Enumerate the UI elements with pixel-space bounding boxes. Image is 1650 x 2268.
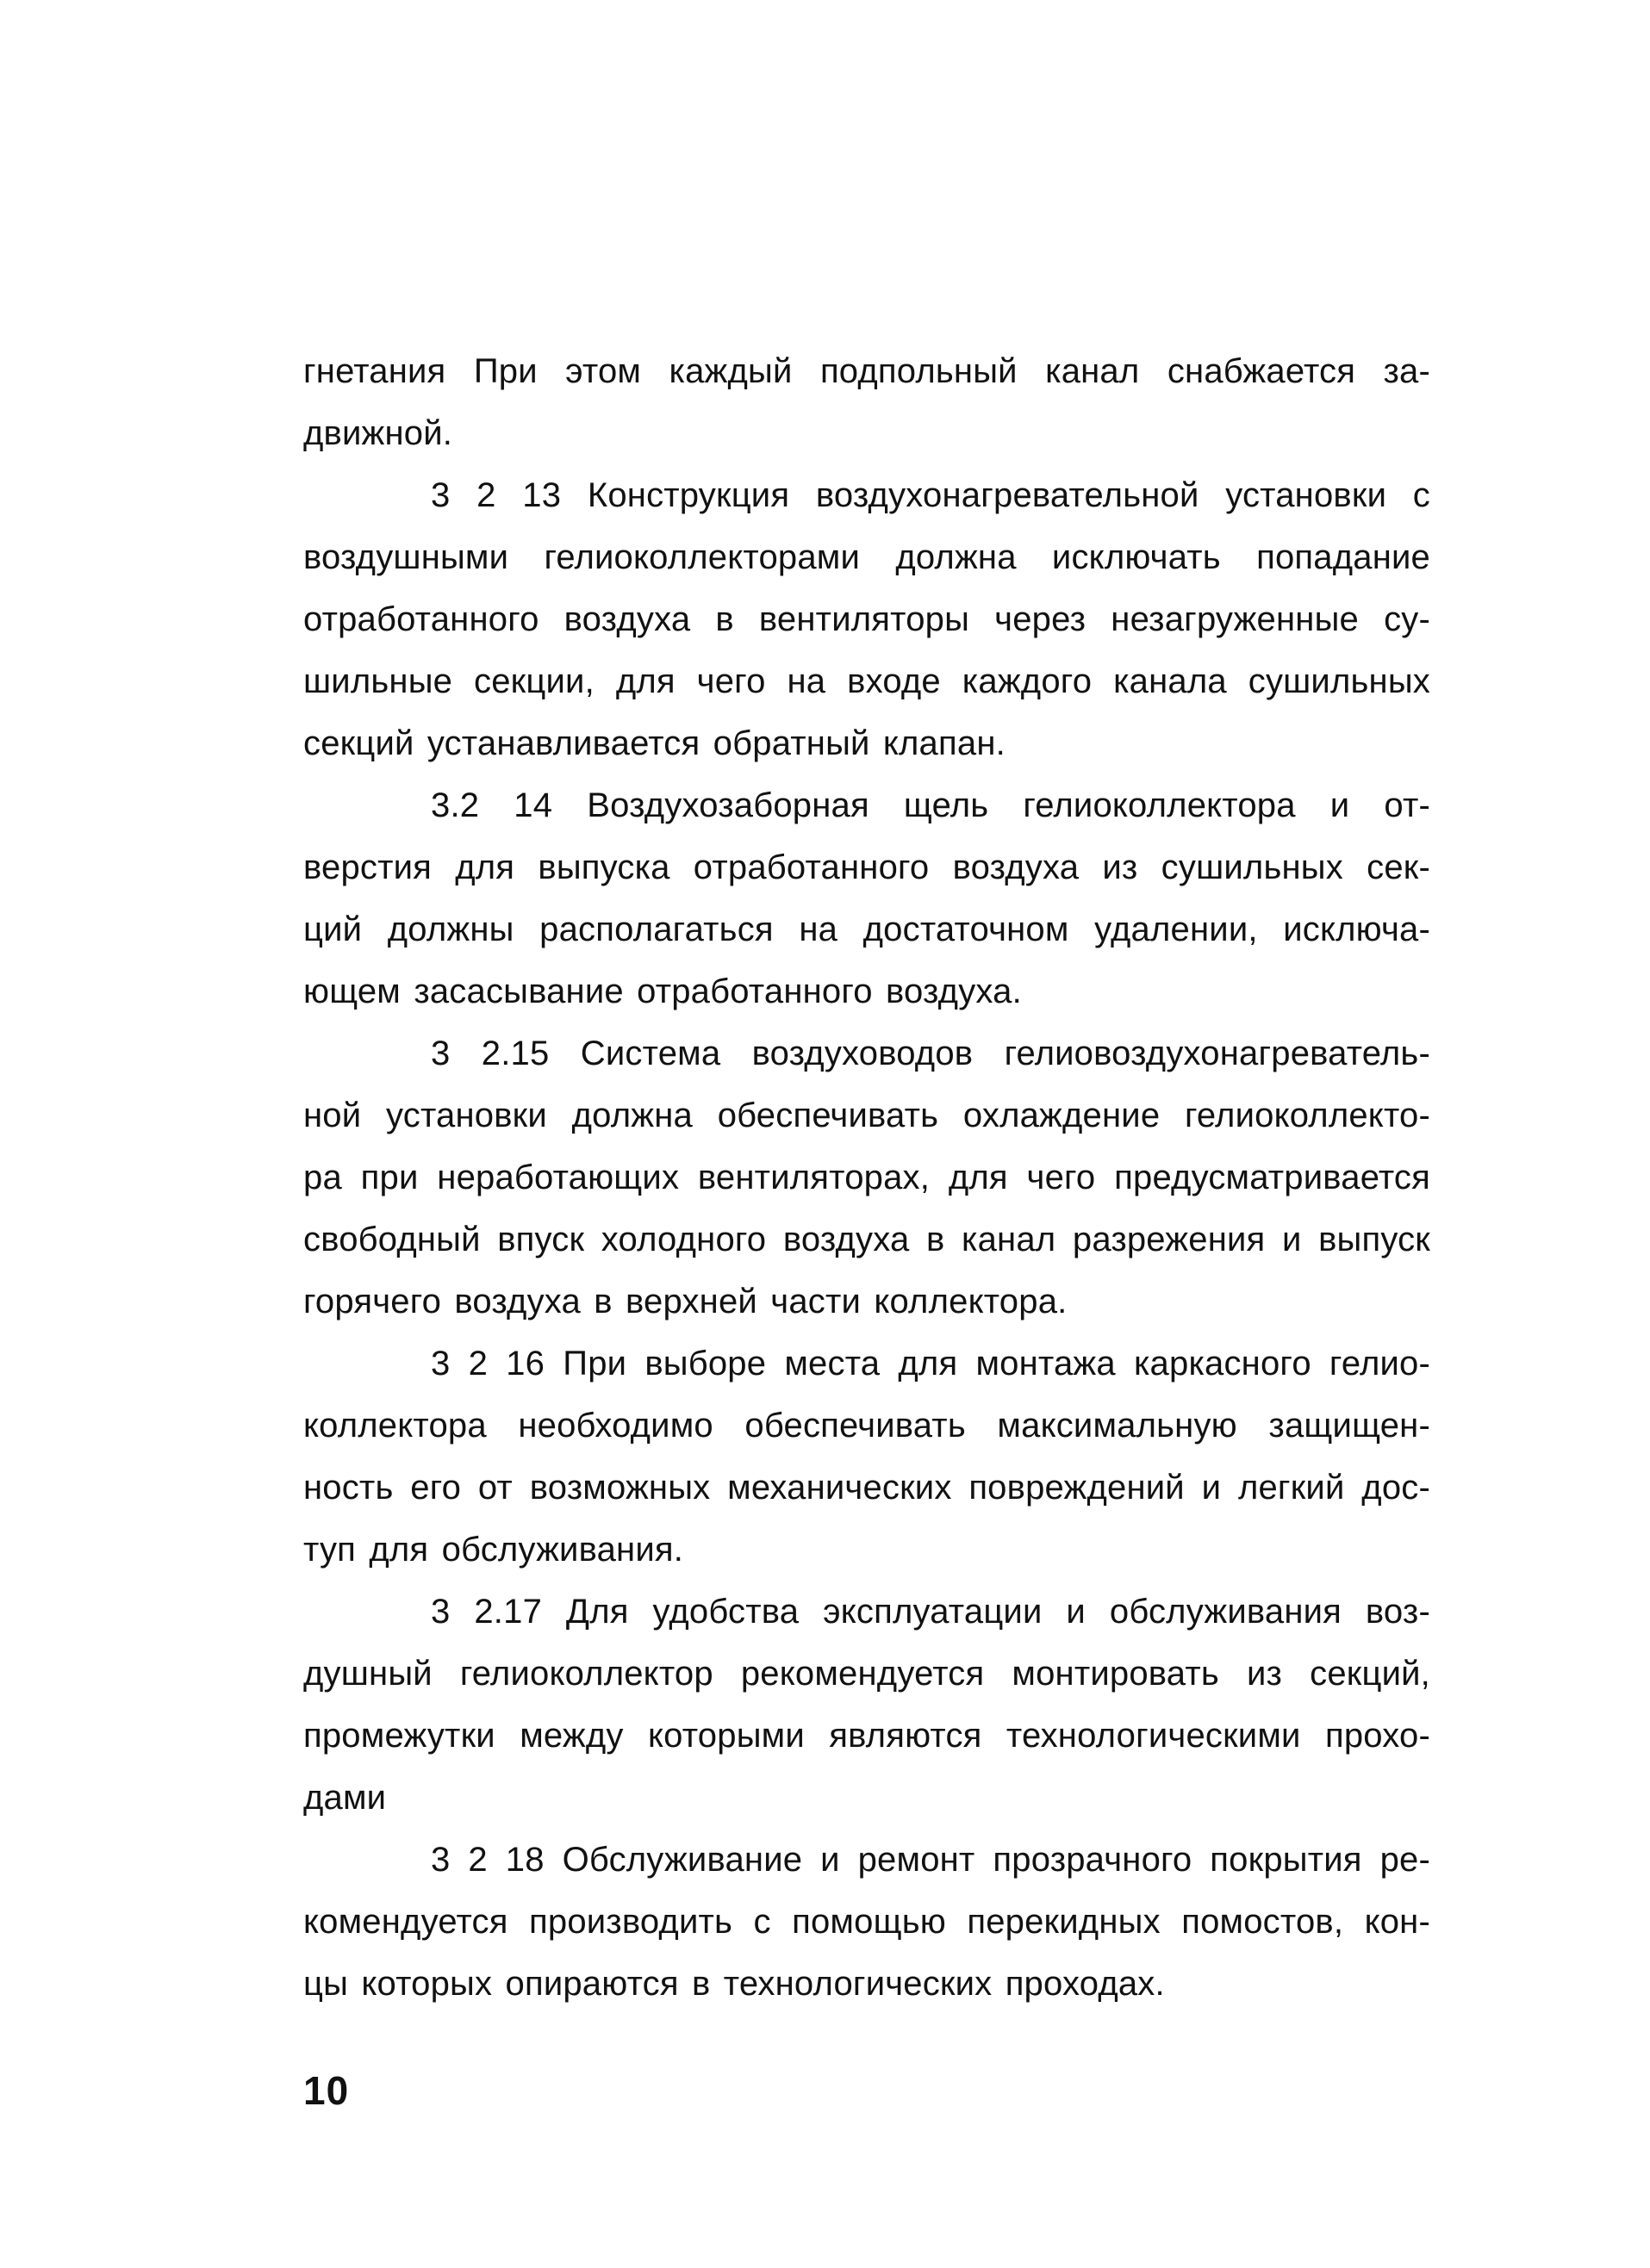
text-line: верстия для выпуска отработанного воздуха из сушильных сек- — [303, 848, 1430, 886]
page-number: 10 — [303, 2068, 350, 2113]
paragraph-first-line: 3.2 14 Воздухозаборная щель гелиоколлектора и от- — [431, 786, 1430, 824]
text-line: промежутки между которыми являются технологическими прохо- — [303, 1717, 1430, 1755]
text-line: ной установки должна обеспечивать охлаждение гелиоколлекто- — [303, 1097, 1430, 1134]
text-line: воздушными гелиоколлекторами должна исключать попадание — [303, 538, 1430, 576]
body-text — [303, 340, 1430, 2015]
paragraph-first-line: 3 2 16 При выборе места для монтажа каркасного гелио- — [431, 1345, 1430, 1383]
text-line: шильные секции, для чего на входе каждого канала сушильных — [303, 662, 1430, 700]
paragraph-first-line: 3 2 18 Обслуживание и ремонт прозрачного покрытия ре- — [431, 1841, 1430, 1879]
text-line: ра при неработающих вентиляторах, для чего предусматривается — [303, 1159, 1430, 1196]
text-line: коллектора необходимо обеспечивать максимальную защищен- — [303, 1407, 1430, 1445]
text-line: свободный впуск холодного воздуха в канал разрежения и выпуск — [303, 1221, 1430, 1258]
text-line: горячего воздуха в верхней части коллектора. — [303, 1283, 1068, 1320]
paragraph-first-line: 3 2.15 Система воздуховодов гелиовоздухонагреватель- — [431, 1035, 1430, 1072]
text-line: туп для обслуживания. — [303, 1531, 684, 1569]
text-line: отработанного воздуха в вентиляторы через незагруженные су- — [303, 600, 1430, 638]
text-line: секций устанавливается обратный клапан. — [303, 724, 1006, 762]
text-line: ющем засасывание отработанного воздуха. — [303, 972, 1022, 1010]
paragraph-first-line: 3 2.17 Для удобства эксплуатации и обслуживания воз- — [431, 1593, 1430, 1631]
text-line: движной. — [303, 414, 453, 452]
text-line: душный гелиоколлектор рекомендуется монтировать из секций, — [303, 1655, 1430, 1693]
text-line: ций должны располагаться на достаточном удалении, исключа- — [303, 910, 1430, 948]
text-line: гнетания При этом каждый подпольный канал снабжается за- — [303, 352, 1430, 390]
text-line: ность его от возможных механических повреждений и легкий дос- — [303, 1469, 1430, 1507]
text-line: дами — [303, 1779, 387, 1817]
text-line: комендуется производить с помощью перекидных помостов, кон- — [303, 1903, 1430, 1941]
paragraph-first-line: 3 2 13 Конструкция воздухонагревательной установки с — [431, 476, 1430, 514]
text-line: цы которых опираются в технологических проходах. — [303, 1965, 1165, 2003]
